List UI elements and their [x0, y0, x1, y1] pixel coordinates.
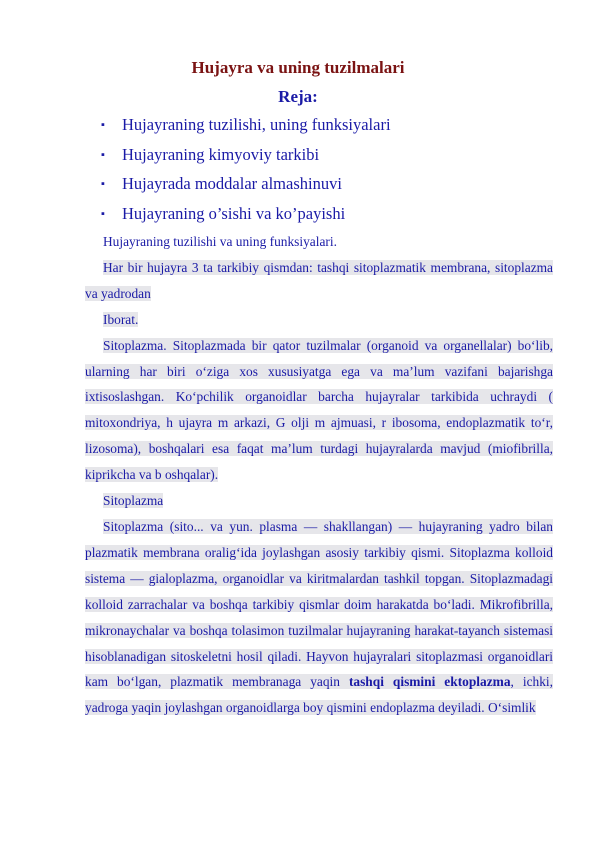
bullet-icon: ▪ — [101, 148, 105, 161]
document-title: Hujayra va uning tuzilmalari — [191, 58, 405, 77]
paragraph: Iborat. — [103, 311, 139, 327]
bullet-icon: ▪ — [101, 207, 105, 220]
section-heading: Hujayraning tuzilishi va uning funksiyalari. — [103, 234, 337, 249]
paragraph: Har bir hujayra 3 ta tarkibiy qismdan: tashqi sitoplazmatik membrana, sitoplazma va yadrodan — [85, 259, 553, 301]
paragraph: Sitoplazma. Sitoplazmada bir qator tuzilmalar (organoid va organellalar) bo‘lib, ularning har biri o‘ziga xos xususiyatga ega va ma’lum vazifani bajarishga ixtisoslashgan. Ko‘pchilik organoidlar barcha hujayralar tarkibida uchraydi ( mitoxondriya, h ujayra m arkazi, G olji m ajmuasi, r ibosoma, endoplazmatik to‘r, lizosoma), boshqalari esa faqat ma’lum turdagi hujayralarda mavjud (miofibrilla, kiprikcha va b oshqalar). — [85, 337, 553, 483]
plan-item: ▪ Hujayraning kimyoviy tarkibi — [101, 144, 320, 164]
plan-list — [100, 114, 391, 232]
plan-heading: Reja: — [278, 87, 318, 106]
bullet-icon: ▪ — [101, 119, 105, 131]
bold-term: tashqi qismini ektoplazma — [348, 674, 511, 690]
plan-item: ▪ Hujayrada moddalar almashinuvi — [101, 174, 342, 193]
plan-item: ▪ Hujayraning o’sishi va ko’payishi — [101, 203, 346, 223]
bullet-icon: ▪ — [101, 178, 105, 190]
subheading: Sitoplazma — [103, 493, 164, 509]
paragraph: Sitoplazma (sito... va yun. plasma — shakllangan) — hujayraning yadro bilan plazmatik membrana oralig‘ida joylashgan asosiy tarkibiy qismi. Sitoplazma kolloid sistema — gialoplazma, organoidlar va kiritmalardan tashkil topgan. Sitoplazmadagi kolloid zarrachalar va boshqa tarkibiy qismlar doim harakatda bo‘ladi. Mikrofibrilla, mikronaychalar va boshqa tolasimon tuzilmalar hujayraning harakat-tayanch sistemasi hisoblanadigan sitoskeletni hosil qiladi. Hayvon hujayralari sitoplazmasi organoidlari kam bo‘lgan, plazmatik membranaga yaqin tashqi qismini ektoplazma, ichki, yadroga yaqin joylashgan organoidlarga boy qismini endoplazma deyiladi. O‘simlik — [85, 518, 553, 716]
document-body — [85, 229, 553, 721]
plan-item: ▪ Hujayraning tuzilishi, uning funksiyalari — [101, 115, 391, 134]
